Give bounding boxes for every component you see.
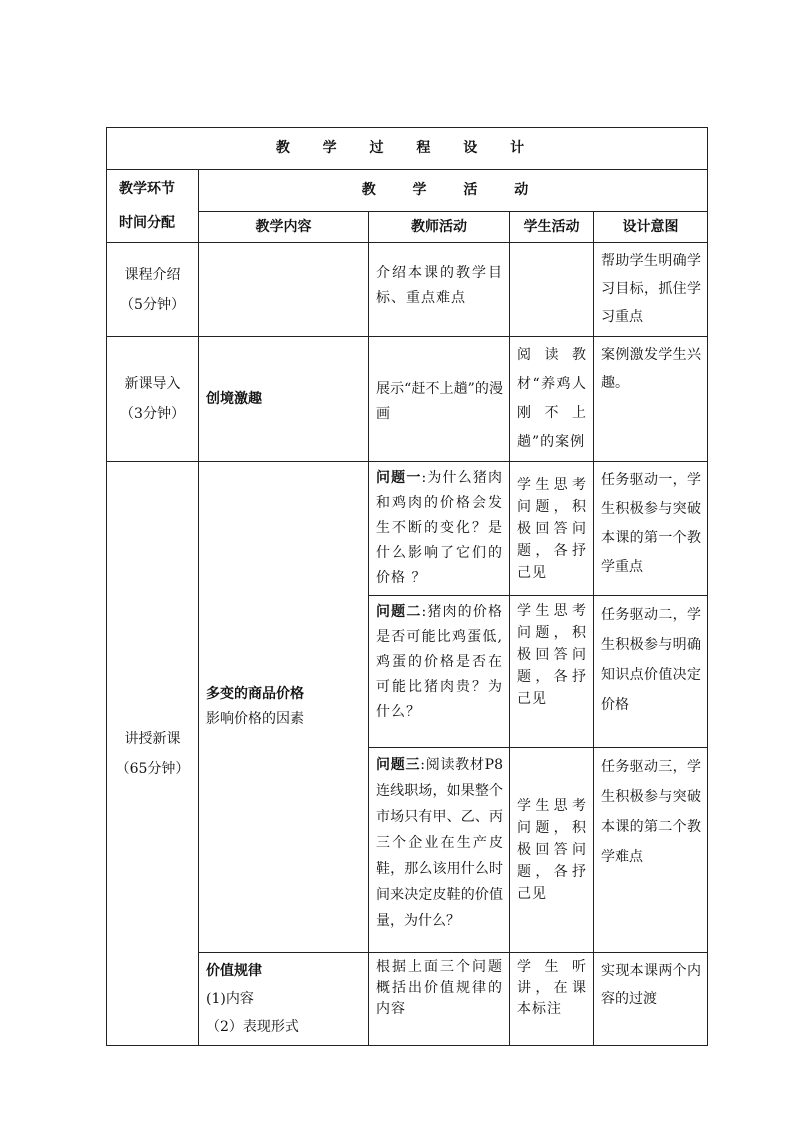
intent-cell: 案例激发学生兴趣。 bbox=[594, 337, 708, 462]
content-item: (1)内容 bbox=[206, 991, 254, 1007]
segment-time: （65分钟） bbox=[115, 760, 190, 777]
teacher-activity-text: 展示“赶不上趟”的漫画 bbox=[376, 381, 503, 422]
intent-cell: 任务驱动三，学生积极参与突破本课的第二个教学难点 bbox=[594, 748, 708, 953]
question-label: 问题一 bbox=[376, 470, 422, 486]
question-text: :阅读教材P8连线职场，如果整个市场只有甲、乙、丙三个企业在生产皮鞋，那么该用什么时间来决定皮鞋的价值量，为什么？ bbox=[376, 757, 503, 929]
intent-cell: 实现本课两个内容的过渡 bbox=[594, 953, 708, 1046]
segment-header-label: 教学环节 bbox=[119, 181, 175, 197]
student-activity-cell: 学生思考问题，积极回答问题，各抒己见 bbox=[510, 596, 594, 748]
content-cell bbox=[199, 243, 369, 337]
lesson-plan-table bbox=[106, 127, 708, 1046]
intent-cell: 帮助学生明确学习目标，抓住学习重点 bbox=[594, 243, 708, 337]
student-activity-cell: 阅读教材“养鸡人刚不上趟”的案例 bbox=[510, 337, 594, 462]
content-cell: 创境激趣 bbox=[199, 337, 369, 462]
time-header-label: 时间分配 bbox=[119, 215, 175, 231]
question-text: :为什么猪肉和鸡肉的价格会发生不断的变化？是什么影响了它们的价格 ？ bbox=[376, 470, 504, 586]
teacher-activity-cell bbox=[369, 243, 510, 337]
student-activity-cell: 学生思考问题，积极回答问题，各抒己见 bbox=[510, 462, 594, 596]
teacher-activity-cell bbox=[369, 337, 510, 462]
content-subtitle: 影响价格的因素 bbox=[206, 711, 304, 727]
segment-time-header bbox=[107, 170, 199, 243]
segment-cell bbox=[107, 462, 199, 1046]
segment-name: 新课导入 bbox=[124, 376, 181, 392]
intent-cell: 任务驱动一，学生积极参与突破本课的第一个教学重点 bbox=[594, 462, 708, 596]
question-cell bbox=[369, 748, 510, 953]
student-activity-cell bbox=[510, 243, 594, 337]
intent-column-header: 设计意图 bbox=[594, 212, 708, 243]
question-label: 问题三 bbox=[376, 757, 421, 773]
content-title: 价值规律 bbox=[206, 963, 262, 979]
teacher-activity-text: 介绍本课的教学目标、重点难点 bbox=[376, 265, 503, 306]
question-text: :猪肉的价格是否可能比鸡蛋低,鸡蛋的价格是否在可能比猪肉贵？为什么？ bbox=[376, 604, 504, 720]
question-cell bbox=[369, 462, 510, 596]
teacher-column-header: 教师活动 bbox=[369, 212, 510, 243]
segment-time: （5分钟） bbox=[120, 296, 185, 313]
content-cell bbox=[199, 462, 369, 953]
content-item: （2）表现形式 bbox=[206, 1019, 299, 1035]
segment-name: 课程介绍 bbox=[124, 266, 181, 283]
student-activity-cell: 学生听讲，在课本标注 bbox=[510, 953, 594, 1046]
intent-cell: 任务驱动二，学生积极参与明确知识点价值决定价格 bbox=[594, 596, 708, 748]
content-column-header: 教学内容 bbox=[199, 212, 369, 243]
question-label: 问题二 bbox=[376, 604, 422, 620]
activity-title: 教 学 活 动 bbox=[199, 170, 708, 212]
table-title: 教 学 过 程 设 计 bbox=[107, 128, 708, 170]
segment-cell bbox=[107, 243, 199, 337]
segment-time: （3分钟） bbox=[120, 406, 185, 422]
teacher-activity-cell: 根据上面三个问题概括出价值规律的内容 bbox=[369, 953, 510, 1046]
segment-name: 讲授新课 bbox=[124, 730, 181, 747]
student-column-header: 学生活动 bbox=[510, 212, 594, 243]
segment-cell bbox=[107, 337, 199, 462]
student-activity-cell: 学生思考问题，积极回答问题，各抒己见 bbox=[510, 748, 594, 953]
content-title: 多变的商品价格 bbox=[206, 686, 304, 702]
question-cell bbox=[369, 596, 510, 748]
content-cell bbox=[199, 953, 369, 1046]
